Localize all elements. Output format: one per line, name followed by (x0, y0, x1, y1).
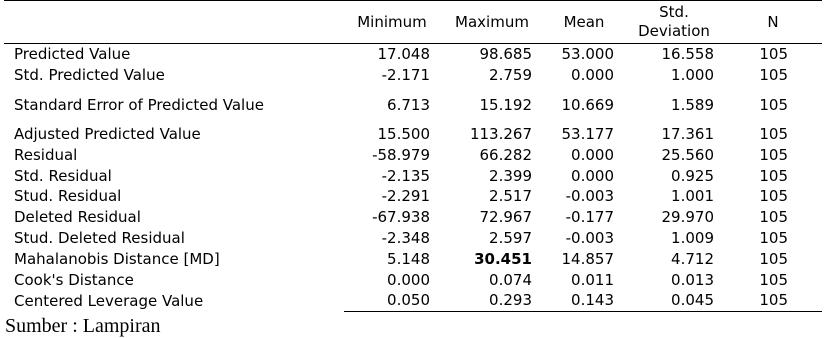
cell-std-deviation: 1.001 (671, 187, 714, 206)
table-row (4, 269, 822, 290)
cell-std-deviation: 1.589 (671, 95, 714, 114)
row-label: Standard Error of Predicted Value (14, 95, 264, 114)
table-row (4, 228, 822, 249)
cell-maximum: 15.192 (479, 95, 532, 114)
cell-maximum: 66.282 (479, 145, 532, 164)
table-row (4, 144, 822, 165)
header-maximum: Maximum (440, 1, 544, 44)
cell-minimum: 17.048 (377, 45, 430, 64)
cell-minimum: -2.135 (381, 166, 430, 185)
cell-minimum: -2.171 (381, 66, 430, 85)
cell-n: 105 (759, 145, 788, 164)
header-minimum: Minimum (344, 1, 440, 44)
residuals-statistics-table (4, 0, 822, 312)
row-label: Std. Residual (14, 166, 112, 185)
cell-minimum: -67.938 (372, 208, 430, 227)
cell-minimum: -2.348 (381, 228, 430, 247)
cell-n: 105 (759, 66, 788, 85)
cell-n: 105 (759, 208, 788, 227)
header-row (4, 1, 822, 44)
cell-maximum: 2.517 (489, 187, 532, 206)
cell-n: 105 (759, 270, 788, 289)
source-caption: Sumber : Lampiran (5, 315, 161, 337)
table-row (4, 248, 822, 269)
cell-maximum: 0.293 (440, 290, 544, 311)
table-row (4, 207, 822, 228)
cell-std-deviation: 0.045 (624, 290, 724, 311)
row-label: Centered Leverage Value (14, 291, 204, 310)
row-label: Deleted Residual (14, 208, 141, 227)
cell-maximum: 72.967 (479, 208, 532, 227)
cell-n: 105 (759, 228, 788, 247)
cell-mean: -0.003 (565, 228, 614, 247)
cell-mean: 0.143 (544, 290, 624, 311)
cell-std-deviation: 1.000 (671, 66, 714, 85)
header-mean: Mean (544, 1, 624, 44)
cell-std-deviation: 29.970 (661, 208, 714, 227)
cell-maximum: 2.399 (489, 166, 532, 185)
table-row (4, 86, 822, 124)
row-label: Mahalanobis Distance [MD] (14, 249, 220, 268)
cell-n: 105 (759, 249, 788, 268)
row-label: Predicted Value (14, 45, 131, 64)
header-label (4, 1, 344, 44)
cell-n: 105 (759, 45, 788, 64)
table-row (4, 186, 822, 207)
cell-minimum: -58.979 (372, 145, 430, 164)
cell-mean: 0.011 (571, 270, 614, 289)
row-label: Cook's Distance (14, 270, 134, 289)
row-label: Std. Predicted Value (14, 66, 165, 85)
cell-std-deviation: 16.558 (661, 45, 714, 64)
header-std-line2: Deviation (638, 22, 710, 40)
cell-mean: 53.000 (561, 45, 614, 64)
header-n: N (724, 1, 822, 44)
header-std-deviation (624, 1, 724, 44)
cell-minimum: 0.000 (387, 270, 430, 289)
cell-maximum: 2.759 (489, 66, 532, 85)
cell-maximum: 0.074 (489, 270, 532, 289)
cell-std-deviation: 25.560 (661, 145, 714, 164)
cell-minimum: 6.713 (387, 95, 430, 114)
cell-mean: 0.000 (571, 66, 614, 85)
row-label: Stud. Deleted Residual (14, 228, 185, 247)
cell-std-deviation: 4.712 (671, 249, 714, 268)
cell-minimum: 5.148 (387, 249, 430, 268)
row-label: Adjusted Predicted Value (14, 124, 201, 143)
cell-maximum: 98.685 (479, 45, 532, 64)
cell-std-deviation: 0.925 (671, 166, 714, 185)
row-label: Residual (14, 145, 78, 164)
table-row (4, 165, 822, 186)
cell-mean: 53.177 (561, 124, 614, 143)
table-row (4, 44, 822, 65)
cell-std-deviation: 17.361 (661, 124, 714, 143)
cell-mean: -0.177 (565, 208, 614, 227)
cell-minimum: 15.500 (377, 124, 430, 143)
table-row (4, 290, 822, 311)
cell-maximum: 2.597 (489, 228, 532, 247)
cell-minimum: -2.291 (381, 187, 430, 206)
cell-n: 105 (759, 124, 788, 143)
cell-std-deviation: 1.009 (671, 228, 714, 247)
cell-minimum: 0.050 (344, 290, 440, 311)
cell-std-deviation: 0.013 (671, 270, 714, 289)
cell-mean: -0.003 (565, 187, 614, 206)
cell-n: 105 (724, 290, 822, 311)
row-label: Stud. Residual (14, 187, 122, 206)
cell-maximum-highlighted: 30.451 (474, 249, 532, 268)
cell-n: 105 (759, 166, 788, 185)
cell-maximum: 113.267 (469, 124, 532, 143)
cell-mean: 10.669 (561, 95, 614, 114)
cell-mean: 0.000 (571, 145, 614, 164)
cell-n: 105 (759, 95, 788, 114)
cell-n: 105 (759, 187, 788, 206)
cell-mean: 14.857 (561, 249, 614, 268)
table-row (4, 65, 822, 86)
cell-mean: 0.000 (571, 166, 614, 185)
table-row (4, 124, 822, 145)
header-std-line1: Std. (659, 3, 689, 21)
